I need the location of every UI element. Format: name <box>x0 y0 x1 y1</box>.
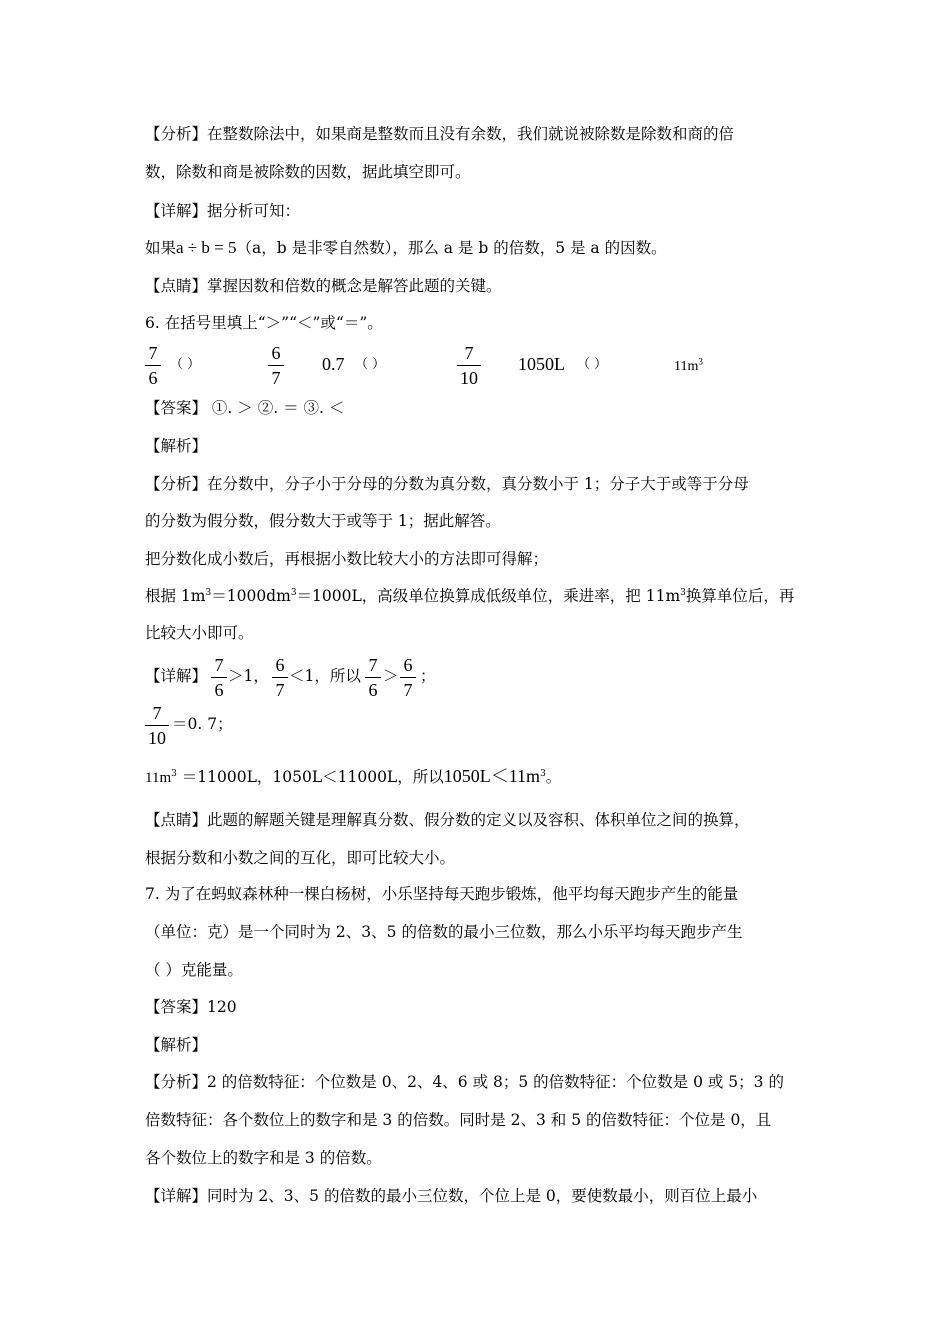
solution-label-7: 【解析】 <box>145 1036 208 1054</box>
detail-line: 【详解】据分析可知： <box>145 202 301 220</box>
detail-gt-one: ＞1， <box>228 667 269 685</box>
key-point-6-line-1: 【点睛】此题的解题关键是理解真分数、假分数的定义以及容积、体积单位之间的换算， <box>145 811 750 829</box>
decimal-value: 0.7 <box>322 354 345 374</box>
analysis-7-line-2: 倍数特征：各个数位上的数字和是 3 的倍数。同时是 2、3 和 5 的倍数特征：个位是 0，且 <box>145 1111 772 1129</box>
detail-fraction-6-7-b: 6 7 <box>400 654 416 701</box>
analysis-6-line-1: 【分析】在分数中，分子小于分母的分数为真分数，真分数小于 1；分子大于或等于分母 <box>145 475 749 493</box>
detail-eq-decimal: ＝0. 7； <box>172 715 233 733</box>
volume-value: 1050L <box>518 354 565 374</box>
detail-fraction-7-10: 7 10 <box>145 702 169 749</box>
solution-label-6: 【解析】 <box>145 437 208 455</box>
detail-6-label: 【详解】 <box>145 667 208 685</box>
detail-fraction-7-6-b: 7 6 <box>365 654 381 701</box>
unit-value: $11m^3$ <box>674 356 703 374</box>
detail-lt-one: ＜1，所以 <box>289 667 361 685</box>
detail-semicolon: ； <box>420 667 436 685</box>
example-suffix: （a，b 是非零自然数），那么 a 是 b 的倍数，5 是 a 的因数。 <box>236 239 667 257</box>
question-7-line-3: （ ）克能量。 <box>145 961 243 979</box>
detail-fraction-6-7: 6 7 <box>272 654 288 701</box>
analysis-6-line-3: 把分数化成小数后，再根据小数比较大小的方法即可得解； <box>145 550 549 568</box>
fraction-7-6: 7 6 <box>145 342 161 389</box>
answer-7: 【答案】120 <box>145 998 237 1016</box>
detail-volume-line: $11m^3 =11000L$，1050L＜11000L，所以$1050L<11m^3$。 <box>145 766 562 786</box>
question-7-line-2: （单位：克）是一个同时为 2、3、5 的倍数的最小三位数，那么小乐平均每天跑步产生 <box>145 923 743 941</box>
analysis-7-line-3: 各个数位上的数字和是 3 的倍数。 <box>145 1149 382 1167</box>
fraction-7-10: 7 10 <box>457 342 481 389</box>
analysis-6-line-2: 的分数为假分数，假分数大于或等于 1；据此解答。 <box>145 512 501 530</box>
detail-gt-sign: ＞ <box>383 667 399 685</box>
question-7-line-1: 7. 为了在蚂蚁森林种一棵白杨树，小乐坚持每天跑步锻炼，他平均每天跑步产生的能量 <box>145 885 739 903</box>
analysis-line-2: 数，除数和商是被除数的因数，据此填空即可。 <box>145 163 471 181</box>
analysis-6-line-4: 根据 $1m^3=1000dm^3=1000L$，高级单位换算成低级单位，乘进率，把 $11m^3$换算单位后，再 <box>145 587 795 605</box>
detail-7-line-1: 【详解】同时为 2、3、5 的倍数的最小三位数，个位上是 0，要使数最小，则百位上最小 <box>145 1187 758 1205</box>
analysis-6-line-5: 比较大小即可。 <box>145 624 254 642</box>
key-point-6-line-2: 根据分数和小数之间的互化，即可比较大小。 <box>145 849 456 867</box>
blank-1[interactable]: （ ） <box>170 357 201 372</box>
analysis-line-1: 【分析】在整数除法中，如果商是整数而且没有余数，我们就说被除数是除数和商的倍 <box>145 125 735 143</box>
fraction-6-7: 6 7 <box>268 342 284 389</box>
blank-2[interactable]: （ ） <box>355 357 386 372</box>
example-prefix: 如果 <box>145 239 177 257</box>
example-equation: a ÷ b = 5 <box>176 238 237 257</box>
key-point-line: 【点睛】掌握因数和倍数的概念是解答此题的关键。 <box>145 277 502 295</box>
detail-fraction-7-6: 7 6 <box>211 654 227 701</box>
example-line <box>145 238 667 258</box>
question-6: 6. 在括号里填上“＞”“＜”或“＝”。 <box>145 314 383 332</box>
analysis-7-line-1: 【分析】2 的倍数特征：个位数是 0、2、4、6 或 8；5 的倍数特征：个位数是 0 或 5；3 的 <box>145 1073 784 1091</box>
answer-6: 【答案】 ①. ＞ ②. ＝ ③. ＜ <box>145 399 345 417</box>
blank-3[interactable]: （ ） <box>577 357 608 372</box>
